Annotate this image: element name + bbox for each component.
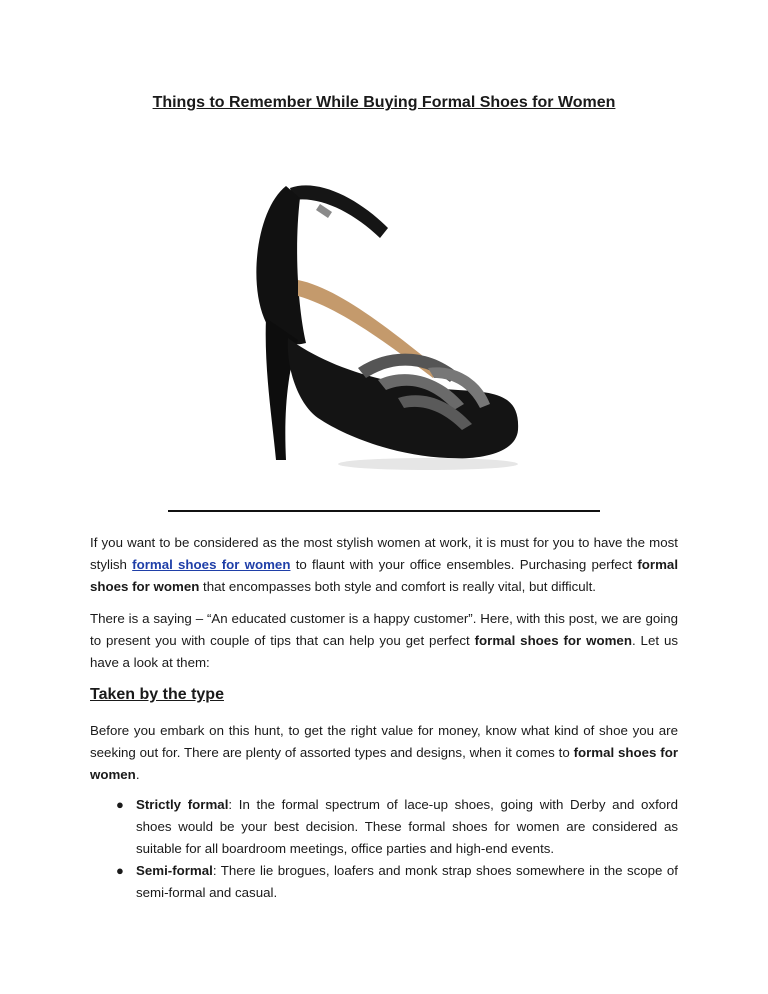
section-heading: Taken by the type (90, 686, 224, 703)
bullet-term: Semi-formal (136, 863, 213, 878)
divider (168, 510, 600, 512)
bullet-text: : There lie brogues, loafers and monk strap shoes somewhere in the scope of semi-formal and casual. (136, 863, 678, 900)
intro-text: that encompasses both style and comfort is really vital, but difficult. (199, 579, 596, 594)
saying-text: There is a saying – “An educated customer is a happy customer”. Here, with this post, we are going to present you with couple of tips that can help you get perfect (90, 611, 678, 648)
bullet-list (90, 794, 678, 904)
formal-shoes-link[interactable]: formal shoes for women (132, 557, 291, 572)
section-text: Before you embark on this hunt, to get the right value for money, know what kind of shoe you are seeking out for. There are plenty of assorted types and designs, when it comes to (90, 723, 678, 760)
keyword-bold: formal shoes for women (90, 745, 678, 782)
intro-text: to flaunt with your office ensembles. Purchasing perfect (290, 557, 638, 572)
saying-text: . Let us have a look at them: (90, 633, 678, 670)
intro-paragraph (90, 532, 678, 598)
keyword-bold: formal shoes for women (474, 633, 632, 648)
high-heel-sandal-image (228, 168, 538, 476)
bullet-icon: ● (116, 797, 124, 812)
keyword-bold: formal shoes for women (90, 557, 679, 594)
list-item (90, 860, 678, 904)
intro-text: If you want to be considered as the most stylish women at work, it is must for you to have the most stylish (90, 535, 678, 572)
saying-paragraph (90, 608, 678, 674)
page-title: Things to Remember While Buying Formal Shoes for Women (152, 94, 616, 111)
bullet-term: Strictly formal (136, 797, 229, 812)
bullet-text: : In the formal spectrum of lace-up shoes, going with Derby and oxford shoes would be your best decision. These formal shoes for women are considered as suitable for all boardroom meetings, office parties and high-end events. (136, 797, 678, 856)
section-paragraph (90, 720, 678, 786)
section-text: . (135, 767, 140, 782)
list-item (90, 794, 678, 860)
bullet-icon: ● (116, 863, 124, 878)
